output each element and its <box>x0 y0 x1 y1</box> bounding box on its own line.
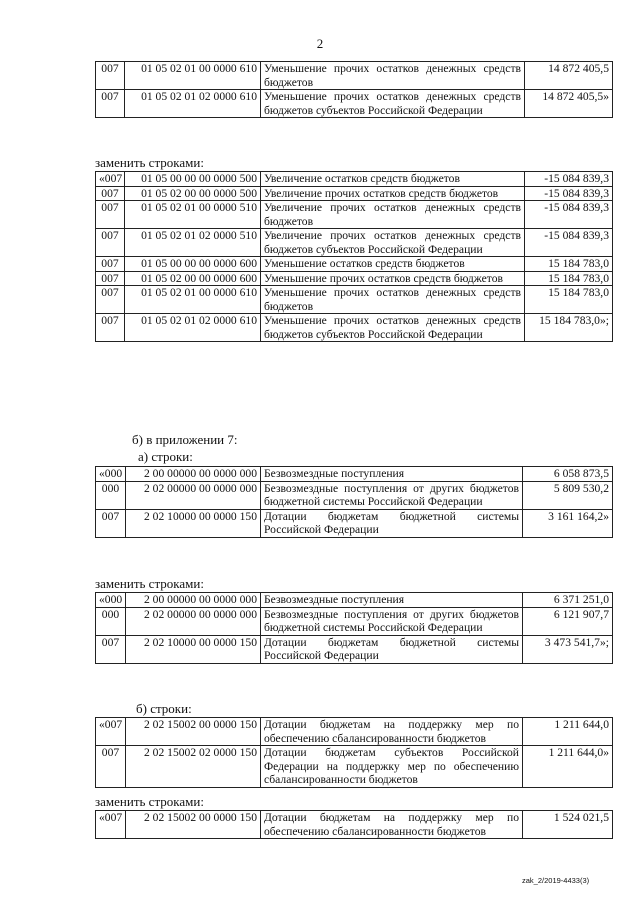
name-cell: Увеличение прочих остатков денежных средств бюджетов <box>261 201 525 229</box>
table-row <box>96 257 613 272</box>
table-row <box>96 186 613 201</box>
name-cell: Дотации бюджетам на поддержку мер по обеспечению сбалансированности бюджетов <box>261 811 523 839</box>
table-row <box>96 271 613 286</box>
code-cell: 007 <box>96 635 126 663</box>
amount-cell: 6 121 907,7 <box>523 607 613 635</box>
table-row <box>96 314 613 342</box>
amount-cell: 1 524 021,5 <box>523 811 613 839</box>
kbk-cell: 2 00 00000 00 0000 000 <box>126 593 261 608</box>
kbk-cell: 2 02 00000 00 0000 000 <box>126 607 261 635</box>
name-cell: Безвозмездные поступления <box>261 593 523 608</box>
name-cell: Безвозмездные поступления <box>261 467 523 482</box>
amount-cell: 3 473 541,7»; <box>523 635 613 663</box>
table-row <box>96 811 613 839</box>
name-cell: Уменьшение прочих остатков средств бюджетов <box>261 271 525 286</box>
name-cell: Уменьшение остатков средств бюджетов <box>261 257 525 272</box>
table-row <box>96 746 613 788</box>
code-cell: «000 <box>96 593 126 608</box>
table-row <box>96 593 613 608</box>
code-cell: «007 <box>96 172 125 187</box>
table-row <box>96 62 613 90</box>
table-row <box>96 229 613 257</box>
name-cell: Уменьшение прочих остатков денежных средств бюджетов <box>261 62 525 90</box>
amount-cell: 14 872 405,5 <box>525 62 613 90</box>
amount-cell: 15 184 783,0 <box>525 286 613 314</box>
amount-cell: -15 084 839,3 <box>525 229 613 257</box>
kbk-cell: 01 05 02 01 00 0000 510 <box>125 201 261 229</box>
code-cell: 007 <box>96 314 125 342</box>
name-cell: Дотации бюджетам бюджетной системы Российской Федерации <box>261 509 523 537</box>
table-row <box>96 467 613 482</box>
replace-label-2: заменить строками: <box>95 576 204 591</box>
table-section-f <box>95 810 613 839</box>
kbk-cell: 2 02 15002 00 0000 150 <box>126 718 261 746</box>
code-cell: «007 <box>96 811 126 839</box>
code-cell: 007 <box>96 286 125 314</box>
amount-cell: 14 872 405,5» <box>525 90 613 118</box>
kbk-cell: 2 02 10000 00 0000 150 <box>126 509 261 537</box>
kbk-cell: 01 05 02 01 00 0000 610 <box>125 286 261 314</box>
amount-cell: -15 084 839,3 <box>525 201 613 229</box>
kbk-cell: 2 02 15002 02 0000 150 <box>126 746 261 788</box>
amount-cell: 1 211 644,0 <box>523 718 613 746</box>
table-row <box>96 90 613 118</box>
table-row <box>96 718 613 746</box>
amount-cell: 15 184 783,0 <box>525 257 613 272</box>
table-row <box>96 635 613 663</box>
table-section-c <box>95 466 613 538</box>
amount-cell: -15 084 839,3 <box>525 186 613 201</box>
amount-cell: 3 161 164,2» <box>523 509 613 537</box>
kbk-cell: 01 05 02 00 00 0000 500 <box>125 186 261 201</box>
sub-b-label: б) строки: <box>136 701 192 716</box>
name-cell: Уменьшение прочих остатков денежных средств бюджетов субъектов Российской Федерации <box>261 90 525 118</box>
name-cell: Увеличение остатков средств бюджетов <box>261 172 525 187</box>
name-cell: Увеличение прочих остатков средств бюджетов <box>261 186 525 201</box>
table-row <box>96 172 613 187</box>
kbk-cell: 01 05 02 00 00 0000 600 <box>125 271 261 286</box>
kbk-cell: 01 05 00 00 00 0000 600 <box>125 257 261 272</box>
sub-a-label: а) строки: <box>138 449 193 464</box>
name-cell: Уменьшение прочих остатков денежных средств бюджетов <box>261 286 525 314</box>
name-cell: Уменьшение прочих остатков денежных средств бюджетов субъектов Российской Федерации <box>261 314 525 342</box>
kbk-cell: 01 05 02 01 02 0000 510 <box>125 229 261 257</box>
table-row <box>96 481 613 509</box>
table-row <box>96 509 613 537</box>
kbk-cell: 2 02 10000 00 0000 150 <box>126 635 261 663</box>
code-cell: 007 <box>96 271 125 286</box>
amount-cell: -15 084 839,3 <box>525 172 613 187</box>
kbk-cell: 2 00 00000 00 0000 000 <box>126 467 261 482</box>
amount-cell: 6 371 251,0 <box>523 593 613 608</box>
name-cell: Безвозмездные поступления от других бюджетов бюджетной системы Российской Федерации <box>261 607 523 635</box>
footer-stamp: zak_2/2019-4433(3) <box>522 876 590 885</box>
replace-label-3: заменить строками: <box>95 794 204 809</box>
code-cell: 007 <box>96 257 125 272</box>
table-section-e <box>95 717 613 788</box>
code-cell: 007 <box>96 746 126 788</box>
name-cell: Дотации бюджетам субъектов Российской Федерации на поддержку мер по обеспечению сбалансированности бюджетов <box>261 746 523 788</box>
table-section-d <box>95 592 613 664</box>
table-row <box>96 201 613 229</box>
amount-cell: 15 184 783,0 <box>525 271 613 286</box>
amount-cell: 6 058 873,5 <box>523 467 613 482</box>
code-cell: 007 <box>96 90 125 118</box>
amount-cell: 5 809 530,2 <box>523 481 613 509</box>
code-cell: 000 <box>96 481 126 509</box>
kbk-cell: 01 05 02 01 02 0000 610 <box>125 90 261 118</box>
amount-cell: 15 184 783,0»; <box>525 314 613 342</box>
name-cell: Безвозмездные поступления от других бюджетов бюджетной системы Российской Федерации <box>261 481 523 509</box>
kbk-cell: 01 05 00 00 00 0000 500 <box>125 172 261 187</box>
name-cell: Дотации бюджетам бюджетной системы Российской Федерации <box>261 635 523 663</box>
table-row <box>96 286 613 314</box>
kbk-cell: 01 05 02 01 02 0000 610 <box>125 314 261 342</box>
table-section-a <box>95 61 613 118</box>
amount-cell: 1 211 644,0» <box>523 746 613 788</box>
replace-label-1: заменить строками: <box>95 155 204 170</box>
table-section-b <box>95 171 613 342</box>
appendix-label: б) в приложении 7: <box>132 432 238 447</box>
name-cell: Увеличение прочих остатков денежных средств бюджетов субъектов Российской Федерации <box>261 229 525 257</box>
code-cell: «000 <box>96 467 126 482</box>
code-cell: 007 <box>96 509 126 537</box>
name-cell: Дотации бюджетам на поддержку мер по обеспечению сбалансированности бюджетов <box>261 718 523 746</box>
kbk-cell: 2 02 15002 00 0000 150 <box>126 811 261 839</box>
kbk-cell: 01 05 02 01 00 0000 610 <box>125 62 261 90</box>
code-cell: 007 <box>96 186 125 201</box>
code-cell: 007 <box>96 62 125 90</box>
code-cell: 000 <box>96 607 126 635</box>
page-number: 2 <box>316 36 324 51</box>
table-row <box>96 607 613 635</box>
code-cell: «007 <box>96 718 126 746</box>
code-cell: 007 <box>96 229 125 257</box>
kbk-cell: 2 02 00000 00 0000 000 <box>126 481 261 509</box>
code-cell: 007 <box>96 201 125 229</box>
